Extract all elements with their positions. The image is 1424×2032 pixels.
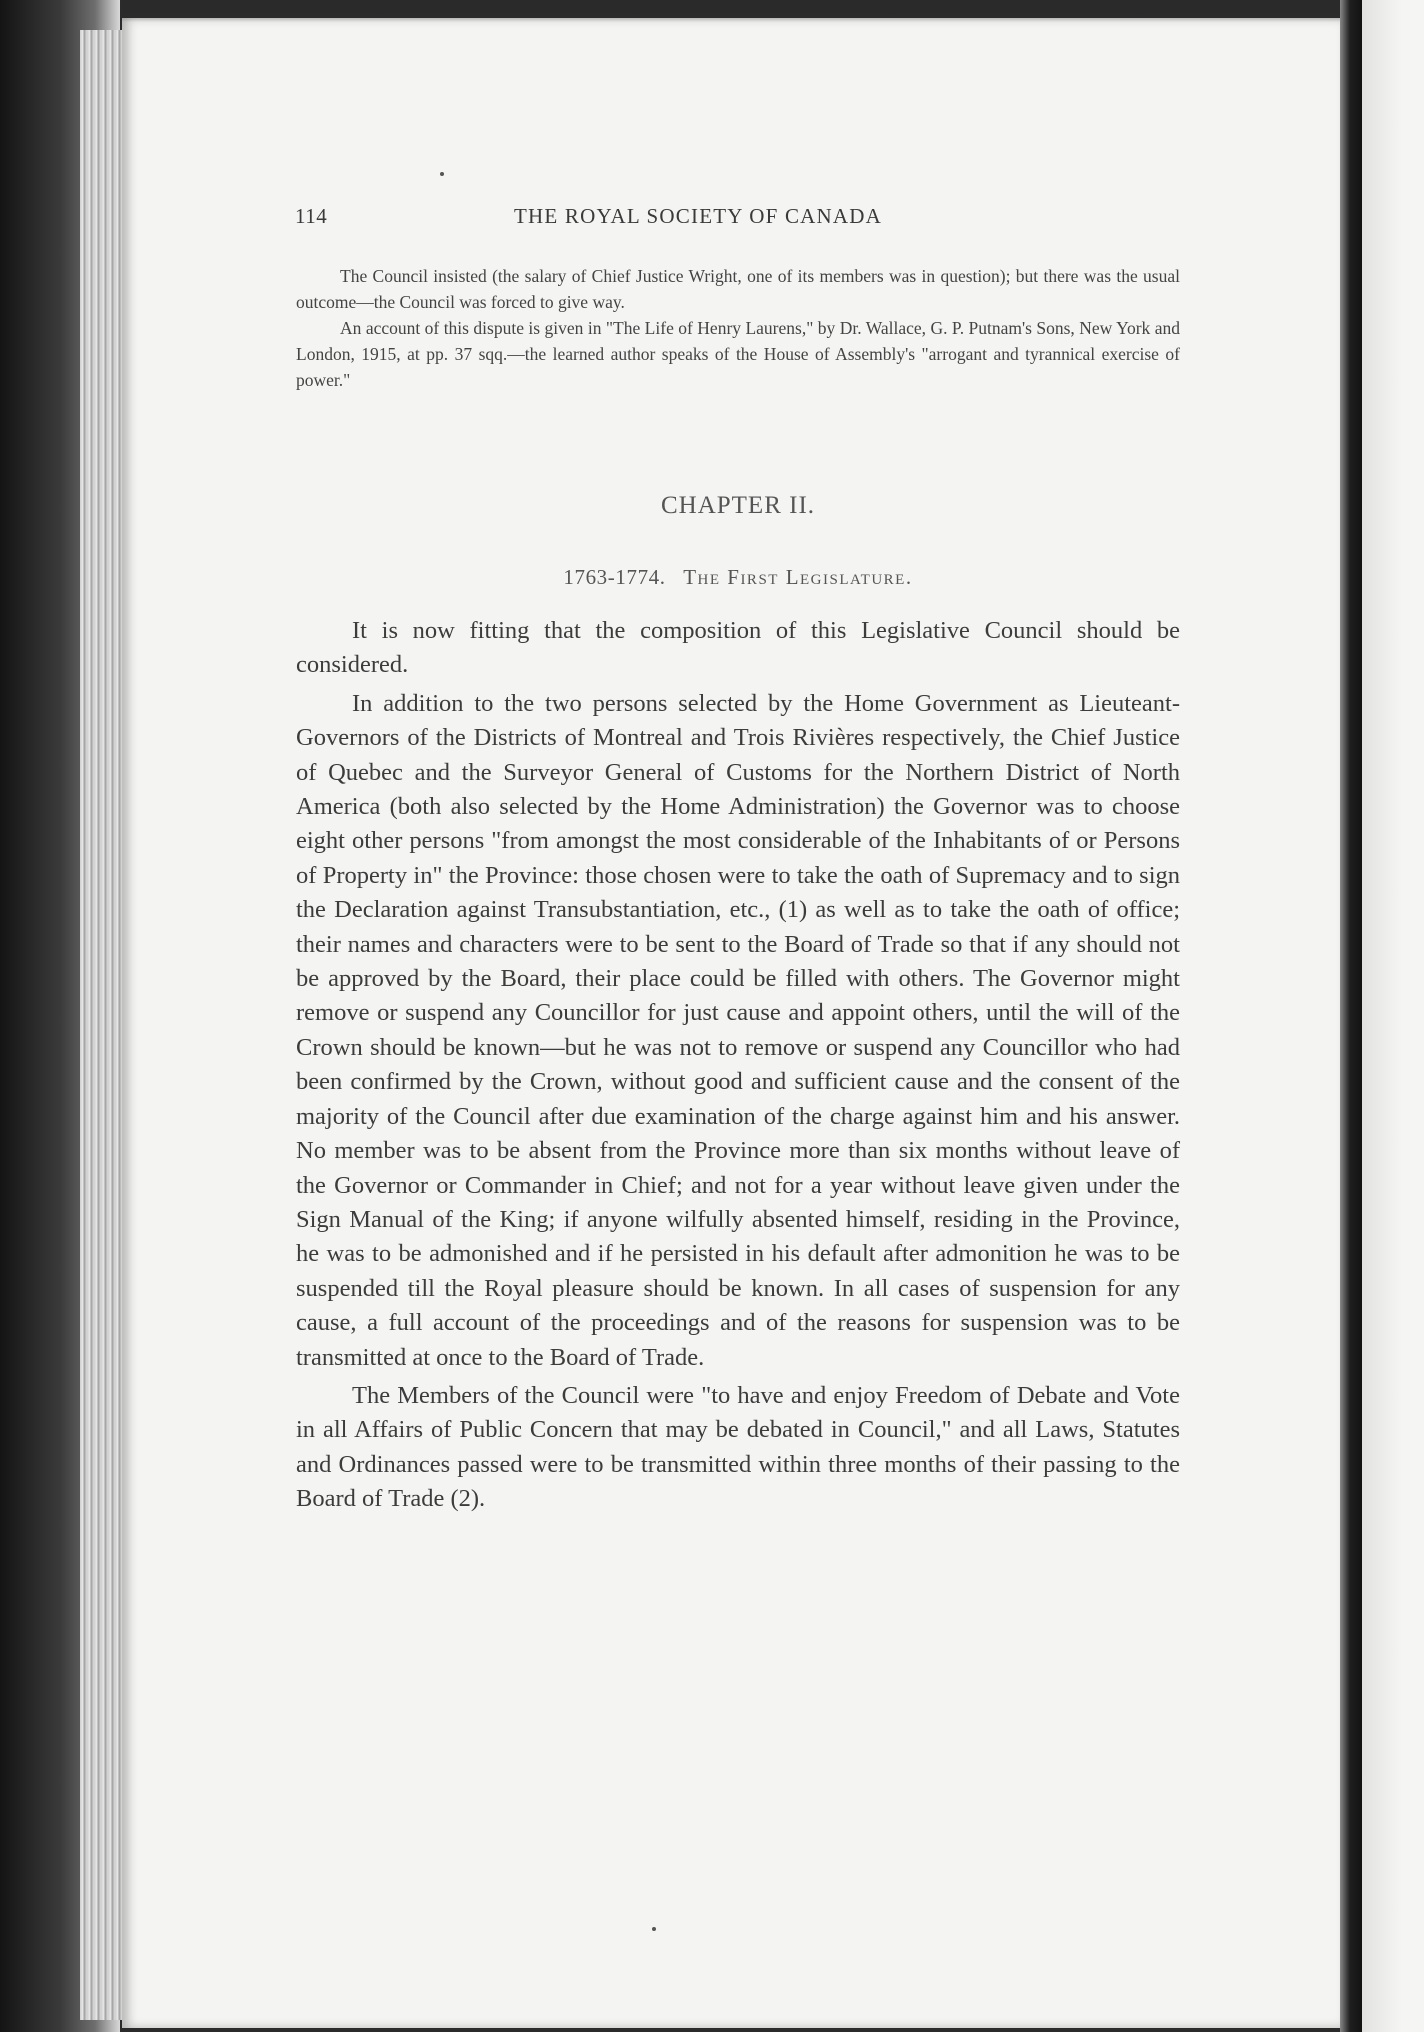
running-head: THE ROYAL SOCIETY OF CANADA — [514, 204, 883, 228]
book-gutter — [1340, 0, 1364, 2032]
footnote-paragraph: An account of this dispute is given in "The Life of Henry Laurens," by Dr. Wallace, G. P. Putnam's Sons, New York and London, 1915, at pp. 37 sqq.—the learned author speaks of the House of Assembly's "arrogant and tyrannical exercise of power." — [296, 318, 1180, 390]
scan-top-shadow — [122, 0, 1340, 22]
body-paragraph: It is now fitting that the composition of this Legislative Council should be considered. — [296, 617, 1180, 679]
chapter-subtitle: The First Legislature. — [683, 565, 913, 589]
body-paragraph: In addition to the two persons selected by the Home Government as Lieuteant-Governors of the Districts of Montreal and Trois Rivières respectively, the Chief Justice of Quebec and the Surveyor General of Customs for the Northern District of North America (both also selected by the Home Administration) the Governor was to choose eight other persons "from amongst the most considerable of the Inhabitants of or Persons of Property in" the Province: those chosen were to take the oath of Supremacy and to sign the Declaration against Transubstantiation, etc., (1) as well as to take the oath of office; their names and characters were to be sent to the Board of Trade so that if any should not be approved by the Board, their place could be filled with others. The Governor might remove or suspend any Councillor for just cause and appoint others, until the will of the Crown should be known—but he was not to remove or suspend any Councillor who had been confirmed by the Crown, without good and sufficient cause and the consent of the majority of the Council after due examination of the charge against him and his answer. No member was to be absent from the Province more than six months without leave of the Governor or Commander in Chief; and not for a year without leave given under the Sign Manual of the King; if anyone wilfully absented himself, residing in the Province, he was to be admonished and if he persisted in his default after admonition he was to be suspended till the Royal pleasure should be known. In all cases of suspension for any cause, a full account of the proceedings and of the reasons for suspension was to be transmitted at once to the Board of Trade. — [296, 689, 1180, 1371]
page-number: 114 — [295, 204, 328, 228]
scan-speck — [652, 1927, 656, 1931]
facing-page-edge — [1362, 0, 1424, 2032]
footnote — [296, 263, 1180, 393]
footnote-paragraph: The Council insisted (the salary of Chief Justice Wright, one of its members was in question); but there was the usual outcome—the Council was forced to give way. — [296, 266, 1180, 312]
body-text — [296, 614, 1180, 1517]
chapter-subheading — [296, 565, 1180, 590]
chapter-years: 1763-1774. — [563, 565, 666, 589]
chapter-title: CHAPTER II. — [660, 492, 816, 519]
scan-speck — [440, 172, 444, 176]
book-page-edges — [78, 30, 126, 2020]
body-paragraph: The Members of the Council were "to have and enjoy Freedom of Debate and Vote in all Affairs of Public Concern that may be debated in Council," and all Laws, Statutes and Ordinances passed were to be transmitted within three months of their passing to the Board of Trade (2). — [296, 1381, 1180, 1513]
